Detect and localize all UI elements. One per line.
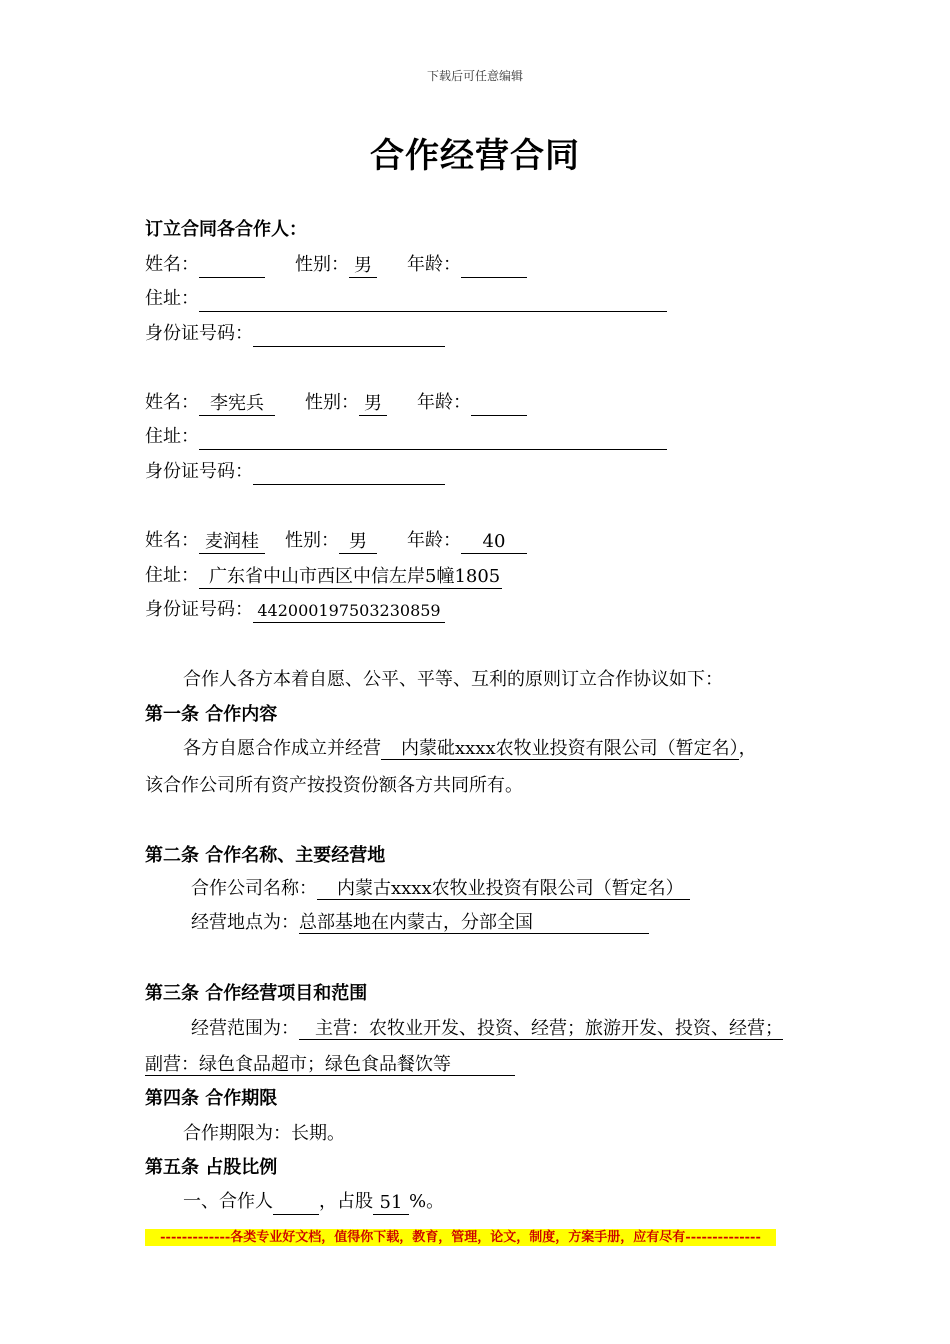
address-label: 住址： [145,565,199,586]
article-2-name-row [191,876,690,902]
scope-label: 经营范围为： [191,1018,299,1039]
share-partner-blank [273,1192,319,1215]
gender-label: 性别： [295,254,349,275]
name-label: 姓名： [145,392,199,413]
company-name-value: 内蒙古xxxx农牧业投资有限公司（暂定名） [317,878,690,900]
article-2-place-row [191,910,649,936]
name-label: 姓名： [145,254,199,275]
document-title: 合作经营合同 [370,136,580,176]
article-1-text-a: 各方自愿合作成立并经营 [183,738,381,759]
article-1-company: 内蒙砒xxxx农牧业投资有限公司（暂定名） [381,738,739,760]
age-label: 年龄： [407,530,461,551]
party-3-name-row [145,528,527,554]
share-item-prefix: 一、合作人 [183,1191,273,1212]
party-3-name: 麦润桂 [199,531,265,554]
article-4-text: 合作期限为：长期。 [183,1123,345,1144]
party-2-gender: 男 [359,393,387,416]
article-1-line-1 [183,736,757,762]
age-label: 年龄： [407,254,461,275]
article-1-line-2: 该合作公司所有资产按投资份额各方共同所有。 [145,775,523,796]
party-1-address-row [145,286,667,312]
share-item-mid: ，占股 [319,1191,373,1212]
party-1-name-row [145,252,527,278]
id-label: 身份证号码： [145,599,253,620]
party-3-id-row [145,597,445,623]
id-label: 身份证号码： [145,323,253,344]
party-2-address [199,427,667,450]
place-label: 经营地点为： [191,912,299,933]
party-3-gender: 男 [339,531,377,554]
gender-label: 性别： [285,530,339,551]
article-1-heading: 第一条 合作内容 [145,704,278,725]
share-item-suffix: %。 [409,1191,445,1212]
share-value: 51 [373,1192,409,1215]
party-2-id [253,462,445,485]
party-2-address-row [145,424,667,450]
header-note: 下载后可任意编辑 [426,69,523,83]
party-1-id-row [145,321,445,347]
name-label: 姓名： [145,530,199,551]
party-2-name-row [145,390,527,416]
party-1-address [199,289,667,312]
party-2-id-row [145,459,445,485]
place-value: 总部基地在内蒙古，分部全国 [299,912,649,934]
party-3-address-row [145,563,502,589]
article-3-scope-row [191,1016,783,1042]
article-4-heading: 第四条 合作期限 [145,1088,278,1109]
id-label: 身份证号码： [145,461,253,482]
address-label: 住址： [145,288,199,309]
scope-value-1: 主营：农牧业开发、投资、经营；旅游开发、投资、经营； [299,1018,783,1040]
article-3-heading: 第三条 合作经营项目和范围 [145,983,368,1004]
party-3-id: 442000197503230859 [253,600,445,623]
party-2-age [471,393,527,416]
gender-label: 性别： [305,392,359,413]
party-1-name [199,255,265,278]
intro-paragraph: 合作人各方本着自愿、公平、平等、互利的原则订立合作协议如下： [183,669,723,690]
party-1-age [461,255,527,278]
article-1-text-b: ， [738,738,757,759]
article-5-item-1 [183,1189,444,1215]
party-2-name: 李宪兵 [199,393,275,416]
party-1-id [253,324,445,347]
company-name-label: 合作公司名称： [191,878,317,899]
scope-value-2: 副营：绿色食品超市；绿色食品餐饮等 [145,1054,515,1076]
party-1-gender: 男 [349,255,377,278]
party-3-age: 40 [461,531,527,554]
age-label: 年龄： [417,392,471,413]
parties-heading: 订立合同各合作人： [145,219,307,240]
article-2-heading: 第二条 合作名称、主要经营地 [145,845,386,866]
article-3-scope-row-2 [145,1052,515,1078]
footer-banner: -------------各类专业好文档，值得你下载，教育，管理，论文，制度，方案手册，应有尽有-------------- [145,1229,776,1246]
article-5-heading: 第五条 占股比例 [145,1157,278,1178]
party-3-address: 广东省中山市西区中信左岸5幢1805 [199,566,502,589]
address-label: 住址： [145,426,199,447]
